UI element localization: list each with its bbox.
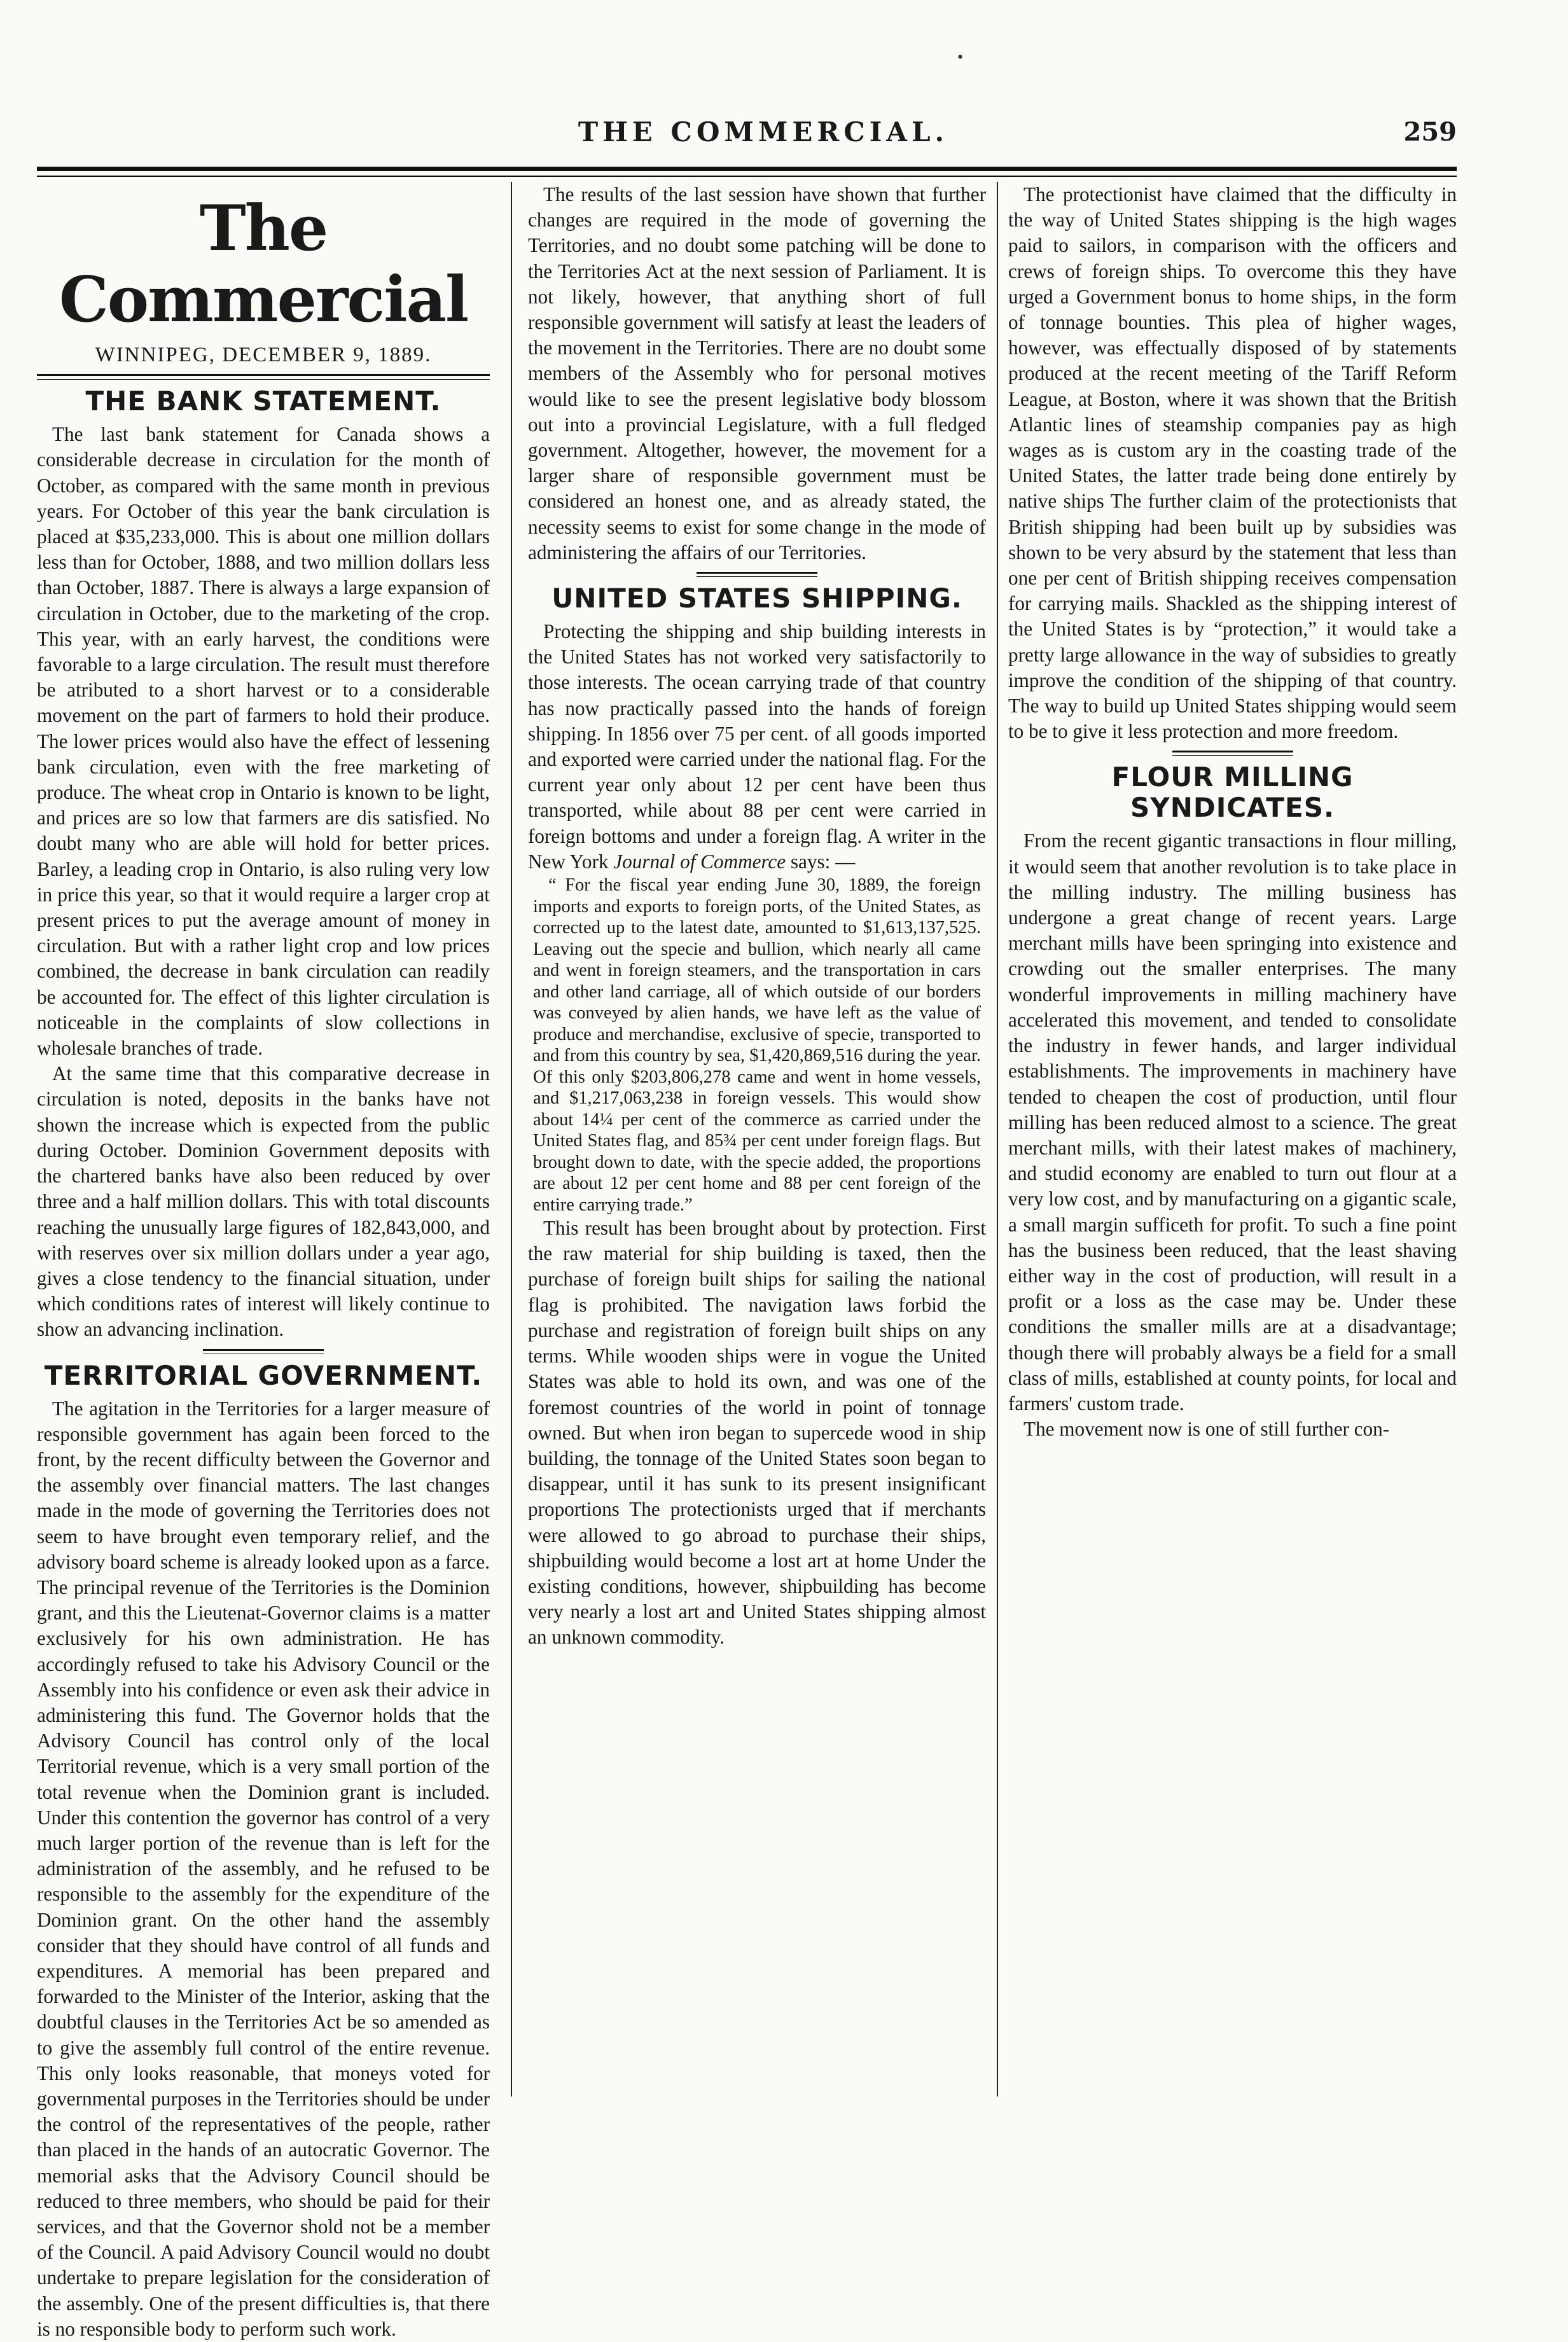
article-paragraph: This result has been brought about by protection. First the raw material for ship building is taxed, then the purchase of foreign built ships for sailing the national flag is prohibited. The navigation laws forbid the purchase and registration of foreign built ships on any terms. While wooden ships were in vogue the United States was able to hold its own, and was one of the foremost countries of the world in point of tonnage owned. But when iron began to supercede wood in ship building, the tonnage of the United States soon began to disappear, until it has sunk to its present insignificant proportions The protectionists urged that if merchants were allowed to go abroad to purchase their ships, shipbuilding would become a lost art at home Under the existing conditions, however, shipbuilding has become very nearly a lost art and United States shipping almost an unknown commodity. xyxy=(528,1217,986,1649)
article-paragraph: The protectionist have claimed that the difficulty in the way of United States shipping is the high wages paid to sailors, in comparison with the officers and crews of foreign ships. To overcome this they have urged a Government bonus to home ships, in the form of tonnage bounties. This plea of higher wages, however, was effectually disposed of by statements produced at the recent meeting of the Tariff Reform League, at Boston, where it was shown that the British Atlantic lines of steamship companies pay as high wages as is custom ary in the coasting trade of the United States, the latter trade being done entirely by native ships The further claim of the protectionists that British shipping had been built up by subsidies was shown to be very absurd by the statement that less than one per cent of British shipping receives compensation for carrying mails. Shackled as the shipping interest of the United States is by “protection,” it would take a pretty large allowance in the way of subsidies to greatly improve the condition of the shipping of that country. The way to build up United States shipping would seem to be to give it less protection and more freedom. xyxy=(1008,183,1457,743)
column-divider xyxy=(997,182,998,2096)
paragraph-text: says: — xyxy=(786,850,856,873)
article-paragraph: The agitation in the Territories for a larger measure of responsible government has again been forced to the front, by the recent difficulty between the Governor and the assembly over financial matters. The last changes made in the mode of governing the Territories does not seem to have brought even temporary relief, and the advisory board scheme is already looked upon as a farce. The principal revenue of the Territories is the Dominion grant, and this the Lieutenat-Governor claims is a matter exclusively for his own administration. He has accordingly refused to take his Advisory Council or the Assembly into his confidence or even ask their advice in administering this fund. The Governor holds that the Advisory Council has control only of the local Territorial revenue, which is a very small portion of the total revenue when the Dominion grant is included. Under this contention the governor has control of a very much larger portion of the revenue than is left for the administration of the assembly, and he refused to be responsible to the assembly for the expenditure of the Dominion grant. On the other hand the assembly consider that they should have control of all funds and expenditures. A memorial has been prepared and forwarded to the Minister of the Interior, asking that the doubtful clauses in the Territories Act be so amended as to give the assembly full control of the entire revenue. This only looks reasonable, that moneys voted for governmental purposes in the Territories should be under the control of the representatives of the people, rather than placed in the hands of an autocratic Governor. The memorial asks that the Advisory Council should be reduced to three members, who should be paid for their services, and that the Governor shold not be a member of the Council. A paid Advisory Council would no doubt undertake to prepare legislation for the consideration of the assembly. One of the present difficulties is, that there is no responsible body to perform such work. xyxy=(37,1397,490,2340)
article-paragraph-continued: The results of the last session have shown that further changes are required in the mode of governing the Territories, and no doubt some patching will be done to the Territories Act at the next session of Parliament. It is not likely, however, that anything short of full responsible government will satisfy at least the leaders of the movement in the Territories. There are no doubt some members of the Assembly who for personal motives would like to see the present legislative body blossom out into a provincial Legislature, with a full fledged government. Altogether, however, the movement for a larger share of responsible government must be considered an honest one, and as already stated, the necessity seems to exist for some change in the mode of administering the affairs of our Territories. xyxy=(528,183,986,564)
article-paragraph: The last bank statement for Canada shows a considerable decrease in circulation for the month of October, as compared with the same month in previous years. For October of this year the bank circulation is placed at $35,233,000. This is about one million dollars less than for October, 1888, and two million dollars less than October, 1887. There is always a large expansion of circulation in October, due to the marketing of the crop. This year, with an early harvest, the conditions were favorable to a large circulation. The result must therefore be atributed to a short harvest or to a considerable movement on the part of farmers to hold their produce. The lower prices would also have the effect of lessening bank circulation, even with the free marketing of produce. The wheat crop in Ontario is known to be light, and prices are so low that farmers are dis satisfied. No doubt many who are able will hold for better prices. Barley, a leading crop in Ontario, is also ruling very low in price this year, so that it would require a larger crop at present prices to put the average amount of money in circulation. But with a rather light crop and low prices combined, the decrease in bank circulation can readily be accounted for. The effect of this lighter circulation is noticeable in the complaints of slow collections in wholesale branches of trade. xyxy=(37,423,490,1060)
print-speck: • xyxy=(957,48,964,66)
block-quote: “ For the fiscal year ending June 30, 1889, the foreign imports and exports to foreign ports, of the United States, as corrected up to the latest date, amounted to $1,613,137,525. Leaving out the specie and bullion, which nearly all came and went in foreign steamers, and the transportation in cars and other land carriage, all of which outside of our borders was conveyed by alien hands, we have left as the value of produce and merchandise, exclusive of specie, transported to and from this country by sea, $1,420,869,516 during the year. Of this only $203,806,278 came and went in home vessels, and $1,217,063,238 in foreign vessels. This would show about 14¼ per cent of the commerce as carried under the United States flag, and 85¾ per cent under foreign flags. But brought down to date, with the specie added, the proportions are about 12 per cent home and 88 per cent foreign of the entire carrying trade.” xyxy=(533,875,981,1215)
header-rule-thin xyxy=(37,176,1457,177)
column-3 xyxy=(1008,182,1457,2096)
article-paragraph xyxy=(528,619,986,875)
running-head xyxy=(0,113,1568,158)
section-rule xyxy=(1172,755,1293,756)
headline-united-states-shipping: UNITED STATES SHIPPING. xyxy=(552,583,962,614)
dateline: WINNIPEG, DECEMBER 9, 1889. xyxy=(95,343,432,366)
journal-name: Journal of Commerce xyxy=(613,850,786,873)
column-2 xyxy=(528,182,986,2096)
headline-bank-statement: THE BANK STATEMENT. xyxy=(85,385,441,417)
section-rule xyxy=(203,1349,324,1351)
masthead-rule xyxy=(37,374,490,380)
column-1 xyxy=(37,182,490,2340)
article-paragraph: At the same time that this comparative decrease in circulation is noted, deposits in the banks have not shown the increase which is expected from the public during October. Dominion Government deposits with the chartered banks have also been reduced by over three and a half million dollars. This with total discounts reaching the unusually large figures of 182,843,000, and with reserves over six million dollars under a year ago, gives a close tendency to the financial situation, under which conditions rates of interest will likely continue to show an advancing inclination. xyxy=(37,1062,490,1341)
column-divider xyxy=(511,182,512,2096)
page-number: 259 xyxy=(1403,117,1457,147)
running-title: THE COMMERCIAL. xyxy=(578,116,949,148)
header-rule-thick xyxy=(37,167,1457,171)
headline-flour-milling-syndicates: FLOUR MILLING SYNDICATES. xyxy=(1111,761,1354,824)
article-paragraph: The movement now is one of still further con- xyxy=(1023,1418,1390,1441)
section-rule xyxy=(697,572,817,574)
section-rule xyxy=(1172,751,1293,752)
masthead-title: The Commercial xyxy=(59,192,468,336)
section-rule xyxy=(697,576,817,577)
paragraph-text: Protecting the shipping and ship building interests in the United States has not worked very satisfactorily to those interests. The ocean carrying trade of that country has now practically passed into the hands of foreign shipping. In 1856 over 75 per cent. of all goods imported and exported were carried under the national flag. For the current year only about 12 per cent have been thus transported, while about 88 per cent were carried in foreign bottoms and under a foreign flag. A writer in the New York xyxy=(528,620,986,873)
article-paragraph: From the recent gigantic transactions in flour milling, it would seem that another revolution is to take place in the milling industry. The milling business has undergone a great change of recent years. Large merchant mills have been springing into existence and crowding out the smaller enterprises. The many wonderful improvements in milling machinery have accelerated this movement, and tended to consolidate the industry in fewer hands, and larger individual establishments. The improvements in machinery have tended to cheapen the cost of production, until flour milling has been reduced almost to a science. The great merchant mills, with their latest makes of machinery, and studid economy are enabled to turn out flour at a very low cost, and by manufacturing on a gigantic scale, a small margin sufficeth for profit. To such a fine point has the business been reduced, that the least shaving either way in the cost of production, will result in a profit or a loss as the case may be. Under these conditions the smaller mills are at a disadvantage; though there will probably always be a field for a small class of mills, established at county points, for local and farmers' custom trade. xyxy=(1008,829,1457,1415)
headline-territorial-government: TERRITORIAL GOVERNMENT. xyxy=(44,1359,483,1391)
